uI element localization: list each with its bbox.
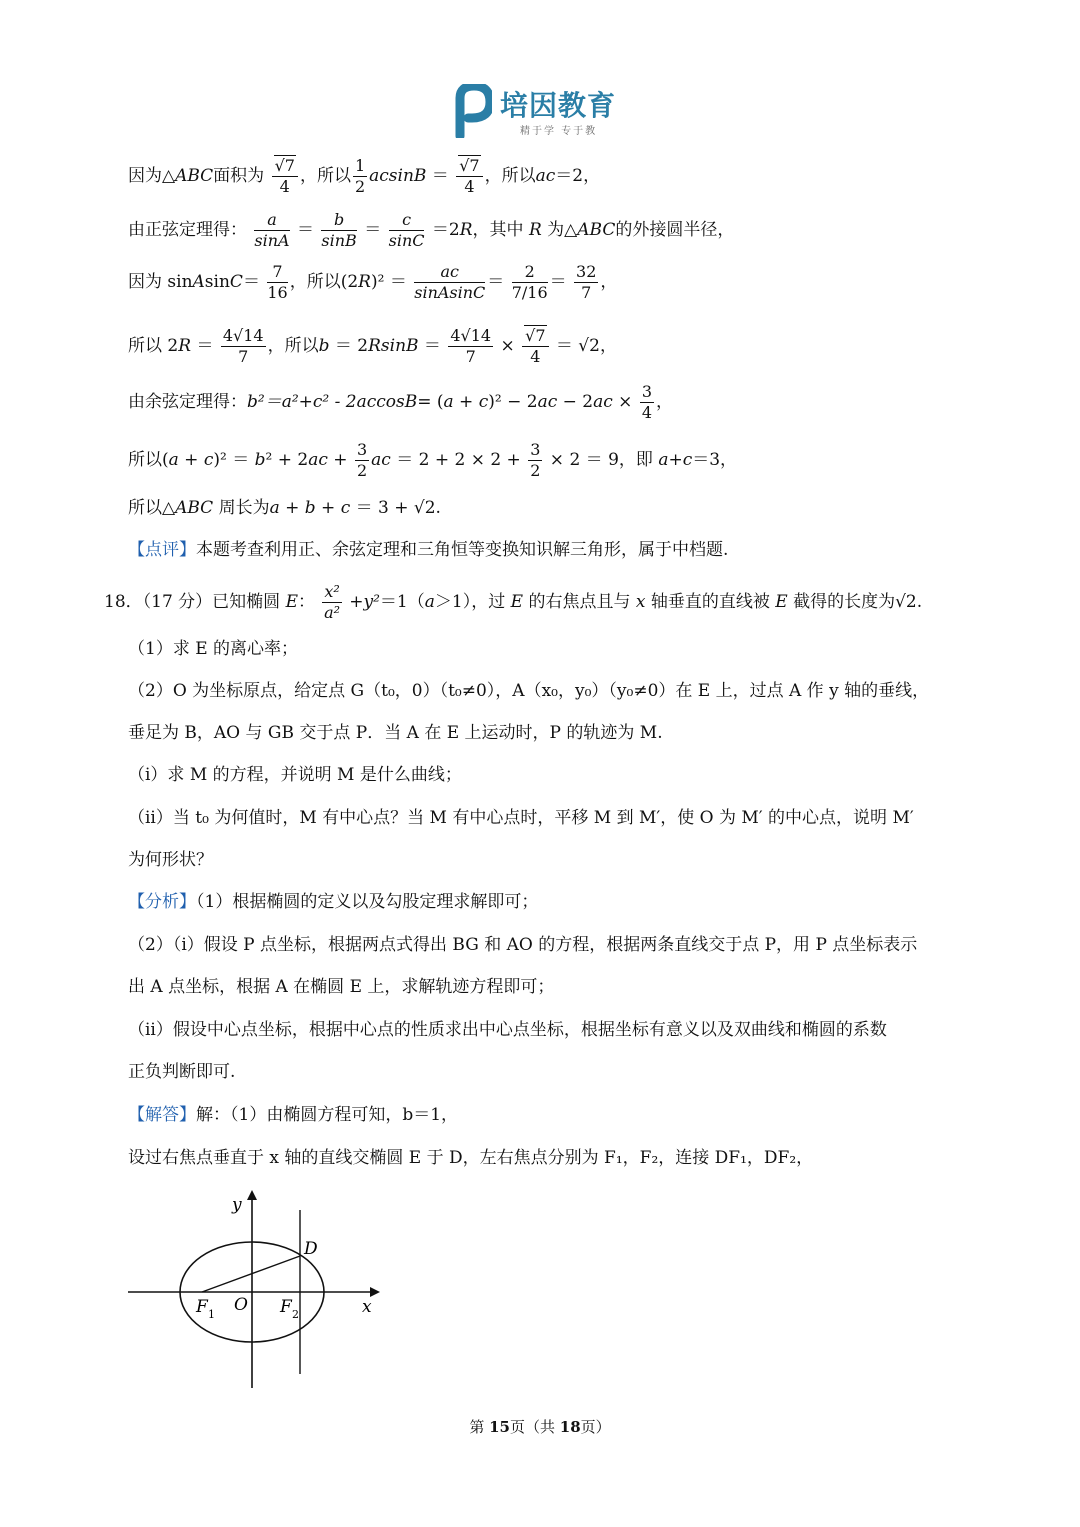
page-footer: 第 15页（共 18页） (469, 1418, 611, 1436)
fraction: $\frac{√7}{4}$ (456, 156, 482, 197)
brand-p-icon (452, 84, 492, 138)
fraction: $\frac{4√14}{7}$ (222, 326, 264, 366)
problem-18-q2-line2: 垂足为 B，AO 与 GB 交于点 P．当 A 在 E 上运动时，P 的轨迹为 M. (128, 723, 663, 743)
analysis-line-1: 【分析】（1）根据椭圆的定义以及勾股定理求解即可； (128, 892, 539, 912)
brand-logo (452, 82, 632, 140)
x-axis-arrow (370, 1287, 380, 1297)
fraction: $\frac{c}{\sin C}$ (388, 210, 425, 250)
label-f2: F (280, 1297, 292, 1317)
fraction: $\frac{7}{16}$ (267, 262, 288, 302)
fraction: $\frac{4√14}{7}$ (450, 326, 492, 366)
fraction: $\frac{a}{\sin A}$ (254, 210, 290, 250)
problem-18-q2-line1: （2）O 为坐标原点，给定点 G（t₀，0）（t₀≠0），A（x₀，y₀）（y₀≠0）在 E 上，过点 A 作 y 轴的垂线， (128, 681, 930, 701)
comment-line: 【点评】本题考查利用正、余弦定理和三角恒等变换知识解三角形，属于中档题. (128, 540, 729, 560)
page-total: 18 (559, 1418, 581, 1436)
comment-tag: 【点评】 (128, 540, 196, 560)
analysis-tag: 【分析】 (128, 892, 196, 912)
fraction: $\frac{2}{7/16}$ (511, 262, 548, 302)
solution-line-1: 因为△ABC面积为 $\frac{√7}{4}$ ，所以 $\frac{1}{2}$ acsinB ＝ $\frac{√7}{4}$ ，所以ac＝2， (128, 156, 601, 196)
fraction: $\frac{\text{x²}}{\text{a²}}$ (324, 582, 341, 622)
brand-tagline: 精于学 专于教 (520, 126, 598, 137)
solution-line-6: 所以(a + c)² ＝ b² + 2ac + $\frac{3}{2}$ ac ＝ 2 + 2 × 2 + $\frac{3}{2}$ × 2 ＝ 9，即 a+c＝3， (128, 440, 738, 480)
analysis-line-3: 出 A 点坐标，根据 A 在椭圆 E 上，求解轨迹方程即可； (128, 977, 555, 997)
problem-18-qii-line2: 为何形状？ (128, 850, 213, 870)
answer-line-2: 设过右焦点垂直于 x 轴的直线交椭圆 E 于 D，左右焦点分别为 F₁，F₂，连接 DF₁，DF₂， (128, 1148, 814, 1168)
problem-18-q1: （1）求 E 的离心率； (128, 639, 299, 659)
analysis-line-2: （2）（i）假设 P 点坐标，根据两点式得出 BG 和 AO 的方程，根据两条直线交于点 P，用 P 点坐标表示 (128, 935, 918, 955)
solution-line-3: 因为 sinAsinC＝ $\frac{7}{16}$ ，所以(2R)² ＝ $\frac{ac}{\text{sinAsinC}}$ ＝ $\frac{2}{7/16}$ ＝ $\frac{32}{7}$ ， (128, 262, 618, 302)
y-axis-arrow (247, 1190, 257, 1200)
solution-line-4: 所以 2R ＝ $\frac{4√14}{7}$ ，所以b ＝ 2RsinB ＝ $\frac{4√14}{7}$ × $\frac{√7}{4}$ ＝ √2， (128, 326, 617, 366)
solution-line-2: 由正弦定理得： $\frac{a}{\sin A}$ ＝ $\frac{b}{\sin B}$ ＝ $\frac{c}{\sin C}$ ＝2R，其中 R 为△ABC的外接圆半径， (128, 210, 735, 250)
problem-18-stem: 18．（17 分）已知椭圆 E： $\frac{\text{x²}}{\text{a²}}$ +y²＝1（a＞1），过 E 的右焦点且与 x 轴垂直的直线被 E 截得的长度为√2. (104, 582, 923, 622)
fraction: $\frac{3}{2}$ (356, 440, 368, 480)
page-number: 15 (489, 1418, 510, 1436)
fraction: $\frac{3}{4}$ (641, 382, 653, 422)
answer-tag: 【解答】 (128, 1105, 196, 1125)
ellipse-diagram (122, 1188, 392, 1394)
fraction: $\frac{√7}{4}$ (522, 326, 548, 367)
analysis-line-4: （ii）假设中心点坐标，根据中心点的性质求出中心点坐标，根据坐标有意义以及双曲线和椭圆的系数 (128, 1020, 887, 1040)
problem-18-qii-line1: （ii）当 t₀ 为何值时，M 有中心点？当 M 有中心点时，平移 M 到 M′，使 O 为 M′ 的中心点，说明 M′ (128, 808, 914, 828)
label-f1: F (196, 1297, 208, 1317)
solution-line-7: 所以△ABC 周长为a + b + c ＝ 3 + √2. (128, 498, 441, 518)
fraction: $\frac{3}{2}$ (530, 440, 541, 480)
solution-line-5: 由余弦定理得：b²＝a²+c² - 2accosB= (a + c)² − 2ac − 2ac × $\frac{3}{4}$ ， (128, 382, 674, 422)
fraction: $\frac{ac}{\text{sinAsinC}}$ (414, 262, 486, 302)
label-y: y (232, 1195, 242, 1215)
label-x: x (362, 1297, 372, 1317)
label-d: D (304, 1239, 318, 1259)
fraction: $\frac{√7}{4}$ (272, 156, 298, 197)
analysis-line-5: 正负判断即可. (128, 1062, 236, 1082)
segment-f1-d (202, 1256, 300, 1292)
answer-line-1: 【解答】解：（1）由椭圆方程可知，b＝1， (128, 1105, 459, 1125)
label-o: O (234, 1295, 248, 1315)
fraction: $\frac{b}{\sin B}$ (321, 210, 357, 250)
problem-18-qi: （i）求 M 的方程，并说明 M 是什么曲线； (128, 765, 462, 785)
fraction: $\frac{32}{7}$ (576, 262, 597, 302)
fraction: $\frac{1}{2}$ (354, 156, 366, 196)
label-f1-sub: 1 (208, 1308, 215, 1321)
brand-name: 培因教育 (500, 89, 617, 122)
label-f2-sub: 2 (292, 1308, 299, 1321)
